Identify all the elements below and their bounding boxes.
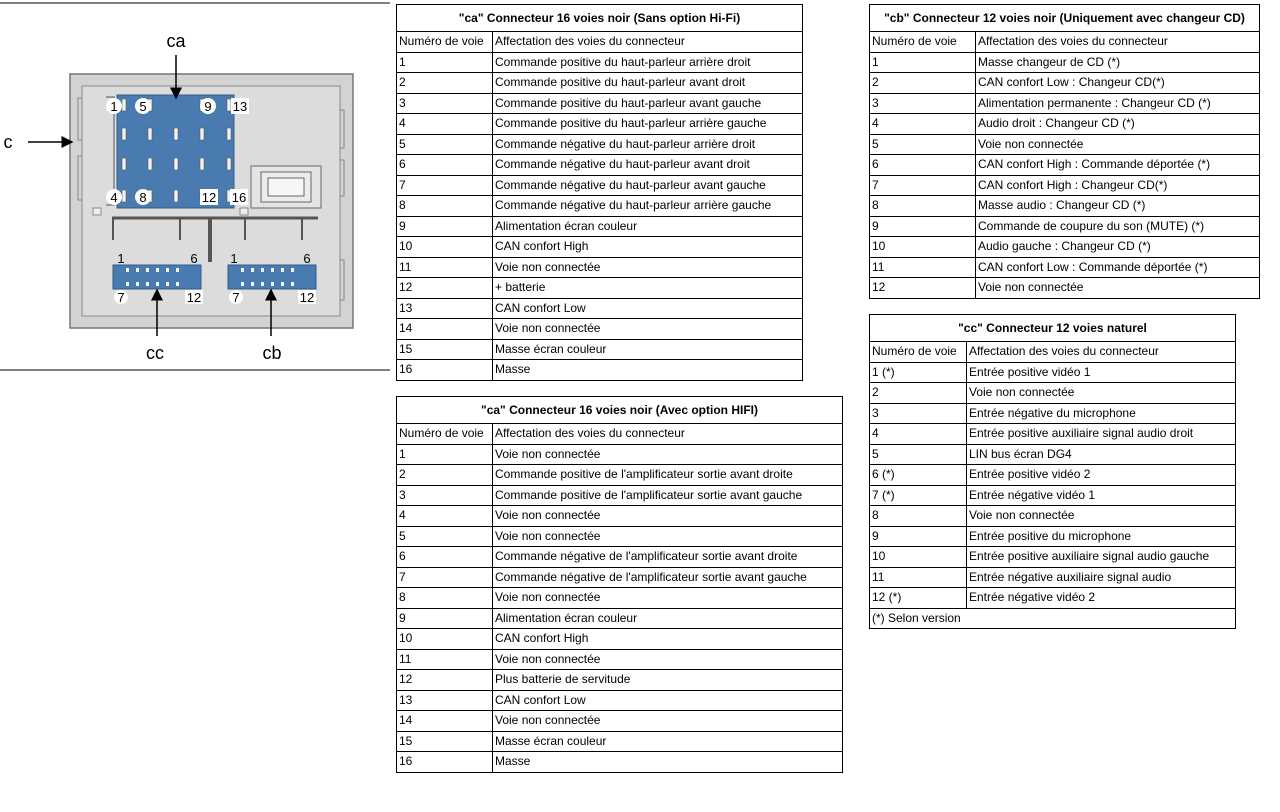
pin-function: Entrée positive auxiliaire signal audio gauche — [967, 547, 1236, 568]
table-title: "ca" Connecteur 16 voies noir (Sans option Hi-Fi) — [397, 5, 803, 32]
pin-number: 16 — [397, 752, 493, 773]
pin-function: CAN confort High — [493, 237, 803, 258]
pin-number: 9 — [870, 526, 967, 547]
table-row — [397, 298, 803, 319]
pin-function: CAN confort Low : Changeur CD(*) — [976, 73, 1260, 94]
pin-number: 8 — [397, 588, 493, 609]
table-header-row — [397, 424, 843, 445]
pin-function: Voie non connectée — [493, 506, 843, 527]
pin-function: CAN confort Low — [493, 298, 803, 319]
pin-number: 8 — [397, 196, 493, 217]
pin-number: 12 — [397, 670, 493, 691]
ca-pin-label: 4 — [110, 190, 118, 205]
table-row — [397, 670, 843, 691]
ca-pin-label: 5 — [139, 99, 147, 114]
table-row — [870, 175, 1260, 196]
pin-function: Voie non connectée — [493, 257, 803, 278]
pin-function: Voie non connectée — [493, 526, 843, 547]
pin-number: 12 — [397, 278, 493, 299]
table-row — [870, 526, 1236, 547]
header-cell: Numéro de voie — [397, 32, 493, 53]
pin-number: 11 — [870, 567, 967, 588]
cc-pin-label: 1 — [117, 251, 125, 266]
pin-number: 11 — [397, 649, 493, 670]
table-row — [397, 73, 803, 94]
pin-function: LIN bus écran DG4 — [967, 444, 1236, 465]
table-row — [870, 196, 1260, 217]
pin-function: CAN confort Low — [493, 690, 843, 711]
pin-number: 2 — [397, 73, 493, 94]
table-row — [397, 752, 843, 773]
ca-pin-label: 12 — [201, 190, 217, 205]
pin-number: 5 — [870, 444, 967, 465]
pin-function: + batterie — [493, 278, 803, 299]
pin-number: 4 — [870, 424, 967, 445]
pin-function: CAN confort Low : Commande déportée (*) — [976, 257, 1260, 278]
table-row — [397, 52, 803, 73]
pin-number: 6 — [397, 155, 493, 176]
table-row — [870, 403, 1236, 424]
pin-function: Voie non connectée — [493, 444, 843, 465]
table-row — [870, 257, 1260, 278]
table-title: "cc" Connecteur 12 voies naturel — [870, 315, 1236, 342]
table-row — [397, 175, 803, 196]
table-row — [870, 155, 1260, 176]
table-row — [397, 278, 803, 299]
pin-function: Commande positive de l'amplificateur sortie avant droite — [493, 465, 843, 486]
header-cell: Numéro de voie — [870, 342, 967, 363]
pin-number: 10 — [870, 547, 967, 568]
pin-number: 5 — [397, 526, 493, 547]
pin-number: 6 (*) — [870, 465, 967, 486]
pin-number: 6 — [870, 155, 976, 176]
pin-function: Commande positive du haut-parleur avant gauche — [493, 93, 803, 114]
pin-function: Alimentation permanente : Changeur CD (*) — [976, 93, 1260, 114]
pin-function: Entrée négative du microphone — [967, 403, 1236, 424]
pin-number: 2 — [397, 465, 493, 486]
pin-number: 9 — [397, 608, 493, 629]
table-row — [397, 547, 843, 568]
cb-pin-label: 1 — [230, 251, 238, 266]
pin-function: Voie non connectée — [976, 278, 1260, 299]
pin-number: 14 — [397, 319, 493, 340]
pin-number: 13 — [397, 690, 493, 711]
table-row — [870, 383, 1236, 404]
table-row — [870, 485, 1236, 506]
table-note-row — [870, 608, 1236, 629]
pin-function: Voie non connectée — [493, 649, 843, 670]
header-cell: Affectation des voies du connecteur — [493, 424, 843, 445]
ca-pin-label: 13 — [232, 99, 248, 114]
c-callout-label: c — [3, 132, 13, 152]
pin-function: Voie non connectée — [967, 506, 1236, 527]
ca-callout-label: ca — [166, 31, 186, 51]
table-row — [397, 196, 803, 217]
pin-number: 3 — [397, 93, 493, 114]
pin-function: Masse — [493, 752, 843, 773]
cb-table — [869, 4, 1260, 299]
ca-pin-label: 1 — [110, 99, 118, 114]
pin-number: 7 (*) — [870, 485, 967, 506]
table-row — [870, 547, 1236, 568]
pin-number: 15 — [397, 339, 493, 360]
pin-number: 3 — [870, 93, 976, 114]
table-row — [397, 257, 803, 278]
cc-pin-label: 12 — [186, 290, 202, 305]
pin-function: Voie non connectée — [493, 711, 843, 732]
table-note: (*) Selon version — [870, 608, 1236, 629]
table-row — [870, 73, 1260, 94]
table-row — [397, 526, 843, 547]
table-row — [397, 711, 843, 732]
header-cell: Affectation des voies du connecteur — [967, 342, 1236, 363]
table-row — [397, 155, 803, 176]
pin-function: Commande négative du haut-parleur avant droit — [493, 155, 803, 176]
pin-number: 7 — [397, 175, 493, 196]
pin-number: 15 — [397, 731, 493, 752]
pin-number: 9 — [397, 216, 493, 237]
pin-number: 14 — [397, 711, 493, 732]
table-row — [870, 567, 1236, 588]
pin-function: Voie non connectée — [493, 588, 843, 609]
pin-number: 1 (*) — [870, 362, 967, 383]
cb-callout-label: cb — [262, 343, 282, 363]
pin-number: 2 — [870, 383, 967, 404]
pin-function: Masse audio : Changeur CD (*) — [976, 196, 1260, 217]
table-row — [870, 93, 1260, 114]
header-cell: Numéro de voie — [397, 424, 493, 445]
ca-sans-option-table — [396, 4, 803, 381]
table-row — [397, 506, 843, 527]
table-header-row — [870, 32, 1260, 53]
pin-function: Commande négative de l'amplificateur sortie avant gauche — [493, 567, 843, 588]
pin-number: 11 — [870, 257, 976, 278]
table-title: "cb" Connecteur 12 voies noir (Uniquement avec changeur CD) — [870, 5, 1260, 32]
ca-pin-label: 16 — [231, 190, 247, 205]
cc-pin-label: 6 — [190, 251, 198, 266]
table-row — [870, 362, 1236, 383]
pin-function: Commande négative de l'amplificateur sortie avant droite — [493, 547, 843, 568]
pin-number: 8 — [870, 506, 967, 527]
table-row — [870, 465, 1236, 486]
pin-function: Commande négative du haut-parleur arrière droit — [493, 134, 803, 155]
pin-number: 4 — [870, 114, 976, 135]
connector-diagram — [0, 0, 392, 372]
header-cell: Affectation des voies du connecteur — [976, 32, 1260, 53]
table-row — [870, 216, 1260, 237]
table-header-row — [397, 32, 803, 53]
table-row — [397, 237, 803, 258]
table-row — [870, 424, 1236, 445]
pin-function: CAN confort High : Commande déportée (*) — [976, 155, 1260, 176]
cc-pin-label: 7 — [117, 290, 125, 305]
pin-function: Masse changeur de CD (*) — [976, 52, 1260, 73]
table-row — [870, 52, 1260, 73]
table-header-row — [870, 342, 1236, 363]
table-row — [397, 690, 843, 711]
pin-function: Voie non connectée — [976, 134, 1260, 155]
table-row — [870, 278, 1260, 299]
pin-function: Audio droit : Changeur CD (*) — [976, 114, 1260, 135]
ca-pin-label: 9 — [204, 99, 212, 114]
table-row — [397, 629, 843, 650]
table-row — [397, 339, 803, 360]
cc-callout-label: cc — [146, 343, 164, 363]
pin-function: Plus batterie de servitude — [493, 670, 843, 691]
table-row — [870, 114, 1260, 135]
pin-function: Masse écran couleur — [493, 339, 803, 360]
table-row — [397, 649, 843, 670]
table-row — [397, 319, 803, 340]
pin-number: 8 — [870, 196, 976, 217]
pin-function: Entrée positive vidéo 1 — [967, 362, 1236, 383]
pin-function: Alimentation écran couleur — [493, 608, 843, 629]
table-row — [397, 114, 803, 135]
pin-number: 7 — [397, 567, 493, 588]
pin-function: Commande positive du haut-parleur arrière droit — [493, 52, 803, 73]
pin-function: Entrée négative vidéo 1 — [967, 485, 1236, 506]
table-row — [870, 237, 1260, 258]
table-row — [870, 134, 1260, 155]
table-row — [397, 444, 843, 465]
table-row — [397, 216, 803, 237]
table-title: "ca" Connecteur 16 voies noir (Avec option HIFI) — [397, 397, 843, 424]
pin-function: CAN confort High : Changeur CD(*) — [976, 175, 1260, 196]
pin-function: Commande positive du haut-parleur arrière gauche — [493, 114, 803, 135]
pin-number: 13 — [397, 298, 493, 319]
pin-function: Commande positive de l'amplificateur sortie avant gauche — [493, 485, 843, 506]
pin-number: 10 — [870, 237, 976, 258]
table-row — [870, 588, 1236, 609]
pin-number: 2 — [870, 73, 976, 94]
pin-function: Entrée négative auxiliaire signal audio — [967, 567, 1236, 588]
table-row — [397, 134, 803, 155]
cb-pin-label: 7 — [232, 290, 240, 305]
table-row — [397, 360, 803, 381]
cb-pin-label: 6 — [303, 251, 311, 266]
table-row — [397, 567, 843, 588]
pin-function: Masse écran couleur — [493, 731, 843, 752]
pin-function: Commande négative du haut-parleur avant gauche — [493, 175, 803, 196]
pin-function: Commande positive du haut-parleur avant droit — [493, 73, 803, 94]
pin-number: 6 — [397, 547, 493, 568]
ca-avec-option-table — [396, 396, 843, 773]
pin-function: Voie non connectée — [493, 319, 803, 340]
pin-number: 12 (*) — [870, 588, 967, 609]
pin-number: 4 — [397, 506, 493, 527]
pin-function: Entrée négative vidéo 2 — [967, 588, 1236, 609]
table-row — [397, 485, 843, 506]
table-row — [397, 608, 843, 629]
cc-table — [869, 314, 1236, 629]
pin-function: Commande de coupure du son (MUTE) (*) — [976, 216, 1260, 237]
pin-number: 11 — [397, 257, 493, 278]
cb-pin-label: 12 — [299, 290, 315, 305]
pin-function: Voie non connectée — [967, 383, 1236, 404]
header-cell: Numéro de voie — [870, 32, 976, 53]
pin-function: Commande négative du haut-parleur arrière gauche — [493, 196, 803, 217]
header-cell: Affectation des voies du connecteur — [493, 32, 803, 53]
pin-number: 10 — [397, 237, 493, 258]
pin-number: 12 — [870, 278, 976, 299]
pin-number: 5 — [397, 134, 493, 155]
pin-function: Entrée positive vidéo 2 — [967, 465, 1236, 486]
pin-function: Audio gauche : Changeur CD (*) — [976, 237, 1260, 258]
ca-pin-label: 8 — [139, 190, 147, 205]
table-row — [397, 731, 843, 752]
pin-number: 7 — [870, 175, 976, 196]
pin-number: 4 — [397, 114, 493, 135]
pin-number: 3 — [870, 403, 967, 424]
pin-number: 1 — [870, 52, 976, 73]
pin-function: Entrée positive auxiliaire signal audio droit — [967, 424, 1236, 445]
pin-function: Entrée positive du microphone — [967, 526, 1236, 547]
table-row — [870, 444, 1236, 465]
table-row — [397, 588, 843, 609]
pin-function: Alimentation écran couleur — [493, 216, 803, 237]
pin-number: 10 — [397, 629, 493, 650]
pin-number: 16 — [397, 360, 493, 381]
pin-function: Masse — [493, 360, 803, 381]
pin-number: 1 — [397, 52, 493, 73]
pin-number: 5 — [870, 134, 976, 155]
table-row — [397, 465, 843, 486]
pin-number: 9 — [870, 216, 976, 237]
pin-number: 1 — [397, 444, 493, 465]
pin-number: 3 — [397, 485, 493, 506]
table-row — [397, 93, 803, 114]
pin-function: CAN confort High — [493, 629, 843, 650]
table-row — [870, 506, 1236, 527]
